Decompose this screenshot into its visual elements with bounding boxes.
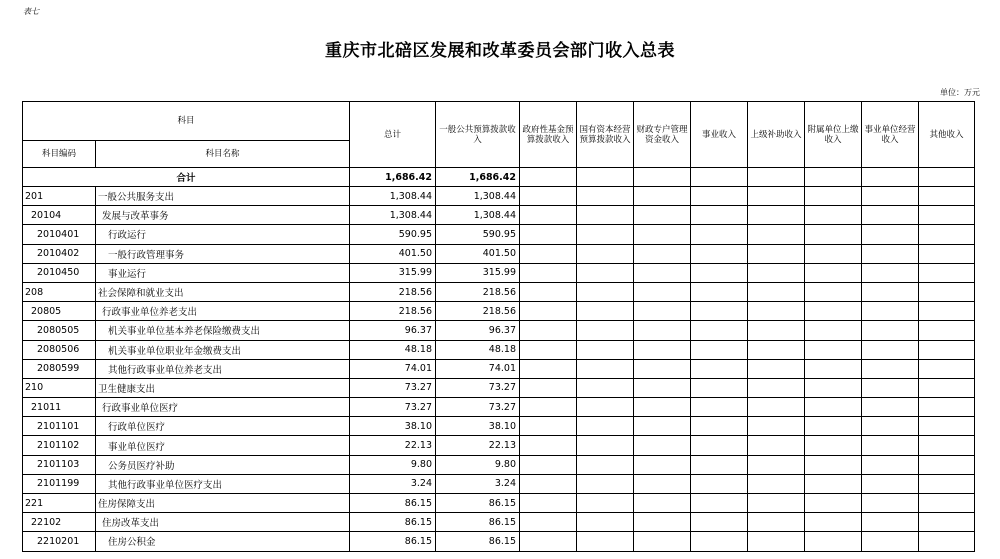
general-budget-amount-cell: 48.18 <box>436 340 520 359</box>
empty-cell <box>862 378 919 397</box>
empty-cell <box>577 244 634 263</box>
empty-cell <box>748 532 805 551</box>
total-amount-cell: 73.27 <box>350 398 436 417</box>
empty-cell <box>862 455 919 474</box>
empty-cell <box>691 494 748 513</box>
empty-cell <box>919 378 975 397</box>
empty-cell <box>805 244 862 263</box>
empty-cell <box>520 282 577 301</box>
empty-cell <box>805 378 862 397</box>
empty-cell <box>919 302 975 321</box>
empty-cell <box>691 340 748 359</box>
table-number: 表七 <box>23 7 39 16</box>
subject-code-cell: 21011 <box>23 398 96 417</box>
total-amount-cell: 74.01 <box>350 359 436 378</box>
empty-cell <box>862 206 919 225</box>
total-amount-cell: 315.99 <box>350 263 436 282</box>
subject-name-cell: 公务员医疗补助 <box>96 455 350 474</box>
empty-cell <box>634 206 691 225</box>
empty-cell <box>691 513 748 532</box>
empty-cell <box>748 225 805 244</box>
total-amount-cell: 1,308.44 <box>350 206 436 225</box>
header-total: 总计 <box>350 102 436 168</box>
empty-cell <box>520 187 577 206</box>
empty-cell <box>805 225 862 244</box>
table-row <box>23 359 975 378</box>
subject-code-cell: 2101199 <box>23 474 96 493</box>
page-title: 重庆市北碚区发展和改革委员会部门收入总表 <box>325 41 675 61</box>
empty-cell <box>520 340 577 359</box>
subject-name-cell: 其他行政事业单位养老支出 <box>96 359 350 378</box>
empty-cell <box>691 225 748 244</box>
subject-name-cell: 机关事业单位职业年金缴费支出 <box>96 340 350 359</box>
empty-cell <box>691 359 748 378</box>
header-subject-name: 科目名称 <box>96 141 350 168</box>
empty-cell <box>691 532 748 551</box>
empty-cell <box>805 302 862 321</box>
general-budget-amount-cell: 590.95 <box>436 225 520 244</box>
empty-cell <box>634 225 691 244</box>
empty-cell <box>577 532 634 551</box>
general-budget-amount-cell: 86.15 <box>436 513 520 532</box>
total-amount-cell: 86.15 <box>350 532 436 551</box>
subject-code-cell: 208 <box>23 282 96 301</box>
empty-cell <box>805 359 862 378</box>
empty-cell <box>805 263 862 282</box>
table-row <box>23 398 975 417</box>
subject-code-cell: 2101101 <box>23 417 96 436</box>
general-budget-amount-cell: 218.56 <box>436 282 520 301</box>
general-budget-amount-cell: 401.50 <box>436 244 520 263</box>
header-upper-subsidy: 上级补助收入 <box>748 102 805 168</box>
empty-cell <box>577 398 634 417</box>
total-amount-cell: 48.18 <box>350 340 436 359</box>
empty-cell <box>805 417 862 436</box>
empty-cell <box>520 474 577 493</box>
empty-cell <box>691 417 748 436</box>
subject-code-cell: 20805 <box>23 302 96 321</box>
empty-cell <box>748 302 805 321</box>
subject-name-cell: 机关事业单位基本养老保险缴费支出 <box>96 321 350 340</box>
header-gov-fund: 政府性基金预算拨款收入 <box>520 102 577 168</box>
empty-cell <box>691 474 748 493</box>
general-budget-amount-cell: 1,308.44 <box>436 187 520 206</box>
empty-cell <box>634 474 691 493</box>
empty-cell <box>862 263 919 282</box>
subject-code-cell: 2080505 <box>23 321 96 340</box>
empty-cell <box>577 378 634 397</box>
empty-cell <box>919 455 975 474</box>
empty-cell <box>805 187 862 206</box>
empty-cell <box>520 417 577 436</box>
empty-cell <box>520 378 577 397</box>
subject-name-cell: 社会保障和就业支出 <box>96 282 350 301</box>
empty-cell <box>634 417 691 436</box>
total-amount-cell: 86.15 <box>350 513 436 532</box>
total-amount: 1,686.42 <box>350 168 436 187</box>
empty-cell <box>748 206 805 225</box>
total-row <box>23 168 975 187</box>
empty-cell <box>862 359 919 378</box>
empty-cell <box>805 455 862 474</box>
empty-cell <box>919 225 975 244</box>
empty-cell <box>577 206 634 225</box>
empty-cell <box>748 244 805 263</box>
empty-cell <box>919 474 975 493</box>
empty-cell <box>577 321 634 340</box>
empty-cell <box>919 206 975 225</box>
empty-cell <box>862 282 919 301</box>
empty-cell <box>634 455 691 474</box>
empty-cell <box>691 187 748 206</box>
general-budget-amount-cell: 38.10 <box>436 417 520 436</box>
empty-cell <box>634 378 691 397</box>
table-row <box>23 532 975 551</box>
empty-cell <box>862 532 919 551</box>
subject-code-cell: 201 <box>23 187 96 206</box>
empty-cell <box>862 340 919 359</box>
empty-cell <box>919 436 975 455</box>
table-row <box>23 206 975 225</box>
empty-cell <box>520 206 577 225</box>
table-row <box>23 187 975 206</box>
empty-cell <box>748 513 805 532</box>
empty-cell <box>919 513 975 532</box>
header-other-income: 其他收入 <box>919 102 975 168</box>
empty-cell <box>862 474 919 493</box>
empty-cell <box>748 321 805 340</box>
subject-code-cell: 2101102 <box>23 436 96 455</box>
total-amount-cell: 96.37 <box>350 321 436 340</box>
subject-code-cell: 2080599 <box>23 359 96 378</box>
empty-cell <box>520 455 577 474</box>
table-row <box>23 263 975 282</box>
general-budget-amount-cell: 218.56 <box>436 302 520 321</box>
empty-cell <box>520 436 577 455</box>
total-general-amount: 1,686.42 <box>436 168 520 187</box>
empty-cell <box>577 359 634 378</box>
total-amount-cell: 590.95 <box>350 225 436 244</box>
header-state-capital: 国有资本经营预算拨款收入 <box>577 102 634 168</box>
table-row <box>23 513 975 532</box>
empty-cell <box>577 494 634 513</box>
empty-cell <box>634 321 691 340</box>
subject-code-cell: 20104 <box>23 206 96 225</box>
empty-cell <box>577 225 634 244</box>
total-amount-cell: 218.56 <box>350 282 436 301</box>
empty-cell <box>634 532 691 551</box>
table-row <box>23 436 975 455</box>
general-budget-amount-cell: 96.37 <box>436 321 520 340</box>
empty-cell <box>805 532 862 551</box>
general-budget-amount-cell: 73.27 <box>436 378 520 397</box>
subject-name-cell: 发展与改革事务 <box>96 206 350 225</box>
total-amount-cell: 22.13 <box>350 436 436 455</box>
empty-cell <box>919 417 975 436</box>
empty-cell <box>520 244 577 263</box>
empty-cell <box>577 455 634 474</box>
empty-cell <box>748 455 805 474</box>
general-budget-amount-cell: 315.99 <box>436 263 520 282</box>
empty-cell <box>634 282 691 301</box>
empty-cell <box>748 282 805 301</box>
empty-cell <box>634 302 691 321</box>
subject-code-cell: 2010401 <box>23 225 96 244</box>
table-row <box>23 474 975 493</box>
empty-cell <box>691 398 748 417</box>
empty-cell <box>691 436 748 455</box>
empty-cell <box>919 321 975 340</box>
subject-name-cell: 卫生健康支出 <box>96 378 350 397</box>
empty-cell <box>748 263 805 282</box>
subject-code-cell: 2010402 <box>23 244 96 263</box>
empty-cell <box>520 302 577 321</box>
subject-code-cell: 2010450 <box>23 263 96 282</box>
empty-cell <box>748 494 805 513</box>
income-table <box>22 101 975 552</box>
empty-cell <box>919 187 975 206</box>
empty-cell <box>862 302 919 321</box>
empty-cell <box>919 263 975 282</box>
empty-cell <box>520 398 577 417</box>
empty-cell <box>577 474 634 493</box>
empty-cell <box>577 187 634 206</box>
empty-cell <box>634 359 691 378</box>
table-row <box>23 225 975 244</box>
empty-cell <box>520 532 577 551</box>
subject-name-cell: 住房改革支出 <box>96 513 350 532</box>
table-row <box>23 455 975 474</box>
empty-cell <box>805 340 862 359</box>
empty-cell <box>748 474 805 493</box>
empty-cell <box>577 513 634 532</box>
subject-name-cell: 行政事业单位养老支出 <box>96 302 350 321</box>
empty-cell <box>862 494 919 513</box>
unit-label: 单位：万元 <box>940 88 980 97</box>
empty-cell <box>520 494 577 513</box>
subject-name-cell: 一般行政管理事务 <box>96 244 350 263</box>
header-general-budget: 一般公共预算拨款收入 <box>436 102 520 168</box>
empty-cell <box>634 244 691 263</box>
subject-name-cell: 行政运行 <box>96 225 350 244</box>
empty-cell <box>520 225 577 244</box>
empty-cell <box>748 398 805 417</box>
empty-cell <box>862 244 919 263</box>
empty-cell <box>805 282 862 301</box>
empty-cell <box>634 340 691 359</box>
empty-cell <box>919 340 975 359</box>
subject-code-cell: 22102 <box>23 513 96 532</box>
empty-cell <box>691 244 748 263</box>
empty-cell <box>919 244 975 263</box>
empty-cell <box>805 206 862 225</box>
table-row <box>23 494 975 513</box>
empty-cell <box>862 321 919 340</box>
empty-cell <box>691 378 748 397</box>
empty-cell <box>691 206 748 225</box>
subject-name-cell: 住房公积金 <box>96 532 350 551</box>
empty-cell <box>862 225 919 244</box>
empty-cell <box>919 359 975 378</box>
empty-cell <box>748 436 805 455</box>
total-amount-cell: 218.56 <box>350 302 436 321</box>
header-subject-code: 科目编码 <box>23 141 96 168</box>
header-business-operating: 事业单位经营收入 <box>862 102 919 168</box>
empty-cell <box>520 513 577 532</box>
empty-cell <box>577 340 634 359</box>
empty-cell <box>520 359 577 378</box>
empty-cell <box>919 282 975 301</box>
subject-name-cell: 行政事业单位医疗 <box>96 398 350 417</box>
total-amount-cell: 401.50 <box>350 244 436 263</box>
empty-cell <box>862 187 919 206</box>
subject-code-cell: 210 <box>23 378 96 397</box>
empty-cell <box>805 474 862 493</box>
header-business-income: 事业收入 <box>691 102 748 168</box>
empty-cell <box>691 321 748 340</box>
total-amount-cell: 38.10 <box>350 417 436 436</box>
table-row <box>23 340 975 359</box>
empty-cell <box>805 398 862 417</box>
subject-code-cell: 2080506 <box>23 340 96 359</box>
empty-cell <box>577 417 634 436</box>
header-fiscal-special: 财政专户管理资金收入 <box>634 102 691 168</box>
empty-cell <box>634 513 691 532</box>
table-row <box>23 417 975 436</box>
total-amount-cell: 73.27 <box>350 378 436 397</box>
empty-cell <box>634 187 691 206</box>
empty-cell <box>805 494 862 513</box>
subject-name-cell: 事业运行 <box>96 263 350 282</box>
total-amount-cell: 9.80 <box>350 455 436 474</box>
empty-cell <box>577 302 634 321</box>
general-budget-amount-cell: 3.24 <box>436 474 520 493</box>
general-budget-amount-cell: 1,308.44 <box>436 206 520 225</box>
empty-cell <box>805 513 862 532</box>
empty-cell <box>577 263 634 282</box>
general-budget-amount-cell: 74.01 <box>436 359 520 378</box>
empty-cell <box>805 321 862 340</box>
empty-cell <box>748 340 805 359</box>
empty-cell <box>520 321 577 340</box>
general-budget-amount-cell: 86.15 <box>436 532 520 551</box>
general-budget-amount-cell: 9.80 <box>436 455 520 474</box>
table-row <box>23 282 975 301</box>
empty-cell <box>919 494 975 513</box>
empty-cell <box>862 436 919 455</box>
table-row <box>23 321 975 340</box>
table-row <box>23 378 975 397</box>
empty-cell <box>748 417 805 436</box>
table-row <box>23 244 975 263</box>
empty-cell <box>577 282 634 301</box>
empty-cell <box>748 378 805 397</box>
subject-code-cell: 2210201 <box>23 532 96 551</box>
header-subject: 科目 <box>23 102 350 141</box>
general-budget-amount-cell: 73.27 <box>436 398 520 417</box>
total-amount-cell: 86.15 <box>350 494 436 513</box>
empty-cell <box>919 398 975 417</box>
empty-cell <box>691 263 748 282</box>
empty-cell <box>520 263 577 282</box>
empty-cell <box>748 187 805 206</box>
empty-cell <box>634 436 691 455</box>
empty-cell <box>748 359 805 378</box>
general-budget-amount-cell: 22.13 <box>436 436 520 455</box>
subject-name-cell: 事业单位医疗 <box>96 436 350 455</box>
subject-name-cell: 一般公共服务支出 <box>96 187 350 206</box>
empty-cell <box>691 282 748 301</box>
empty-cell <box>862 417 919 436</box>
empty-cell <box>634 263 691 282</box>
header-affiliated-turnover: 附属单位上缴收入 <box>805 102 862 168</box>
empty-cell <box>862 513 919 532</box>
general-budget-amount-cell: 86.15 <box>436 494 520 513</box>
empty-cell <box>919 532 975 551</box>
total-amount-cell: 3.24 <box>350 474 436 493</box>
empty-cell <box>634 398 691 417</box>
table-row <box>23 302 975 321</box>
subject-name-cell: 行政单位医疗 <box>96 417 350 436</box>
empty-cell <box>634 494 691 513</box>
empty-cell <box>862 398 919 417</box>
total-label: 合计 <box>23 168 350 187</box>
subject-code-cell: 2101103 <box>23 455 96 474</box>
total-amount-cell: 1,308.44 <box>350 187 436 206</box>
empty-cell <box>805 436 862 455</box>
empty-cell <box>691 455 748 474</box>
subject-code-cell: 221 <box>23 494 96 513</box>
empty-cell <box>691 302 748 321</box>
empty-cell <box>577 436 634 455</box>
subject-name-cell: 其他行政事业单位医疗支出 <box>96 474 350 493</box>
subject-name-cell: 住房保障支出 <box>96 494 350 513</box>
